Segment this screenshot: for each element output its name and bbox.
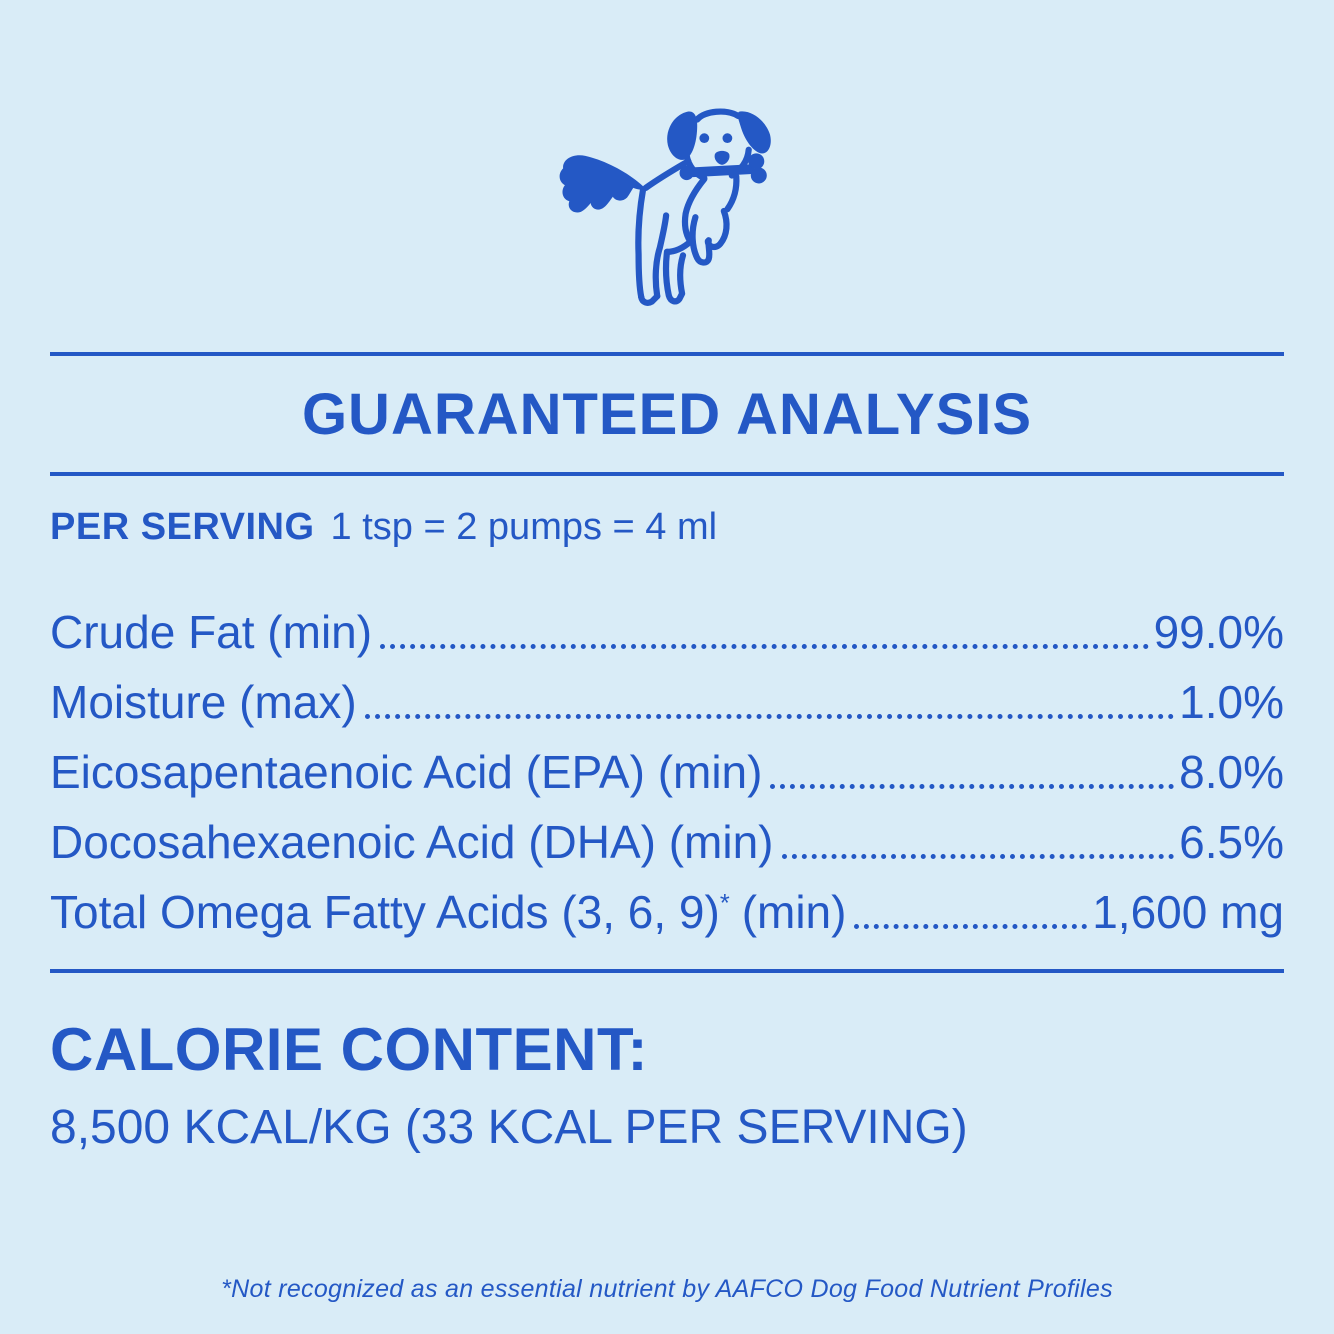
nutrient-value: 1.0% [1179, 676, 1284, 728]
analysis-row-crude-fat [50, 589, 1284, 659]
nutrient-label-text: Docosahexaenoic Acid (DHA) (min) [50, 816, 774, 868]
aafco-footnote: *Not recognized as an essential nutrient by AAFCO Dog Food Nutrient Profiles [221, 1275, 1113, 1303]
serving-label: PER SERVING [50, 506, 315, 548]
dot-leader [365, 714, 1174, 719]
nutrient-label [50, 745, 762, 799]
footnote-marker: * [719, 889, 730, 918]
nutrient-label-text: Total Omega Fatty Acids (3, 6, 9) [50, 886, 720, 938]
nutrient-label-text: Moisture (max) [50, 676, 357, 728]
divider-under-title [50, 472, 1284, 476]
nutrient-value: 8.0% [1179, 746, 1284, 798]
nutrient-label-suffix: (min) [741, 886, 847, 938]
nutrient-value: 99.0% [1153, 606, 1284, 658]
analysis-row-epa [50, 729, 1284, 799]
nutrient-label [50, 605, 372, 659]
page-title: GUARANTEED ANALYSIS [301, 381, 1033, 447]
dog-ear-left [667, 111, 697, 159]
serving-detail: 1 tsp = 2 pumps = 4 ml [330, 506, 718, 548]
analysis-table [50, 589, 1284, 939]
nutrient-label [50, 815, 774, 869]
illustration-container [50, 0, 1284, 306]
dog-eye-right [723, 133, 733, 143]
dog-with-bone-icon [541, 84, 793, 306]
analysis-row-omega [50, 869, 1284, 939]
dog-nose [715, 151, 730, 165]
serving-line [50, 506, 1284, 549]
nutrient-label-text: Crude Fat (min) [50, 606, 373, 658]
title-band [50, 356, 1284, 472]
analysis-row-dha [50, 799, 1284, 869]
divider-above-calories [50, 969, 1284, 973]
dog-tail [560, 155, 646, 212]
nutrient-value: 6.5% [1179, 816, 1284, 868]
analysis-row-moisture [50, 659, 1284, 729]
nutrient-label-text: Eicosapentaenoic Acid (EPA) (min) [50, 746, 763, 798]
dot-leader [782, 854, 1175, 859]
dog-eye-left [699, 133, 709, 143]
nutrient-label [50, 675, 357, 729]
dot-leader [380, 644, 1148, 649]
nutrient-label [50, 885, 846, 939]
calorie-detail: 8,500 KCAL/KG (33 KCAL PER SERVING) [50, 1101, 968, 1154]
dot-leader [854, 924, 1087, 929]
nutrient-value: 1,600 mg [1092, 886, 1284, 938]
dog-ear-right [738, 111, 771, 153]
calorie-heading: CALORIE CONTENT: [50, 1016, 648, 1083]
dot-leader [770, 784, 1174, 789]
